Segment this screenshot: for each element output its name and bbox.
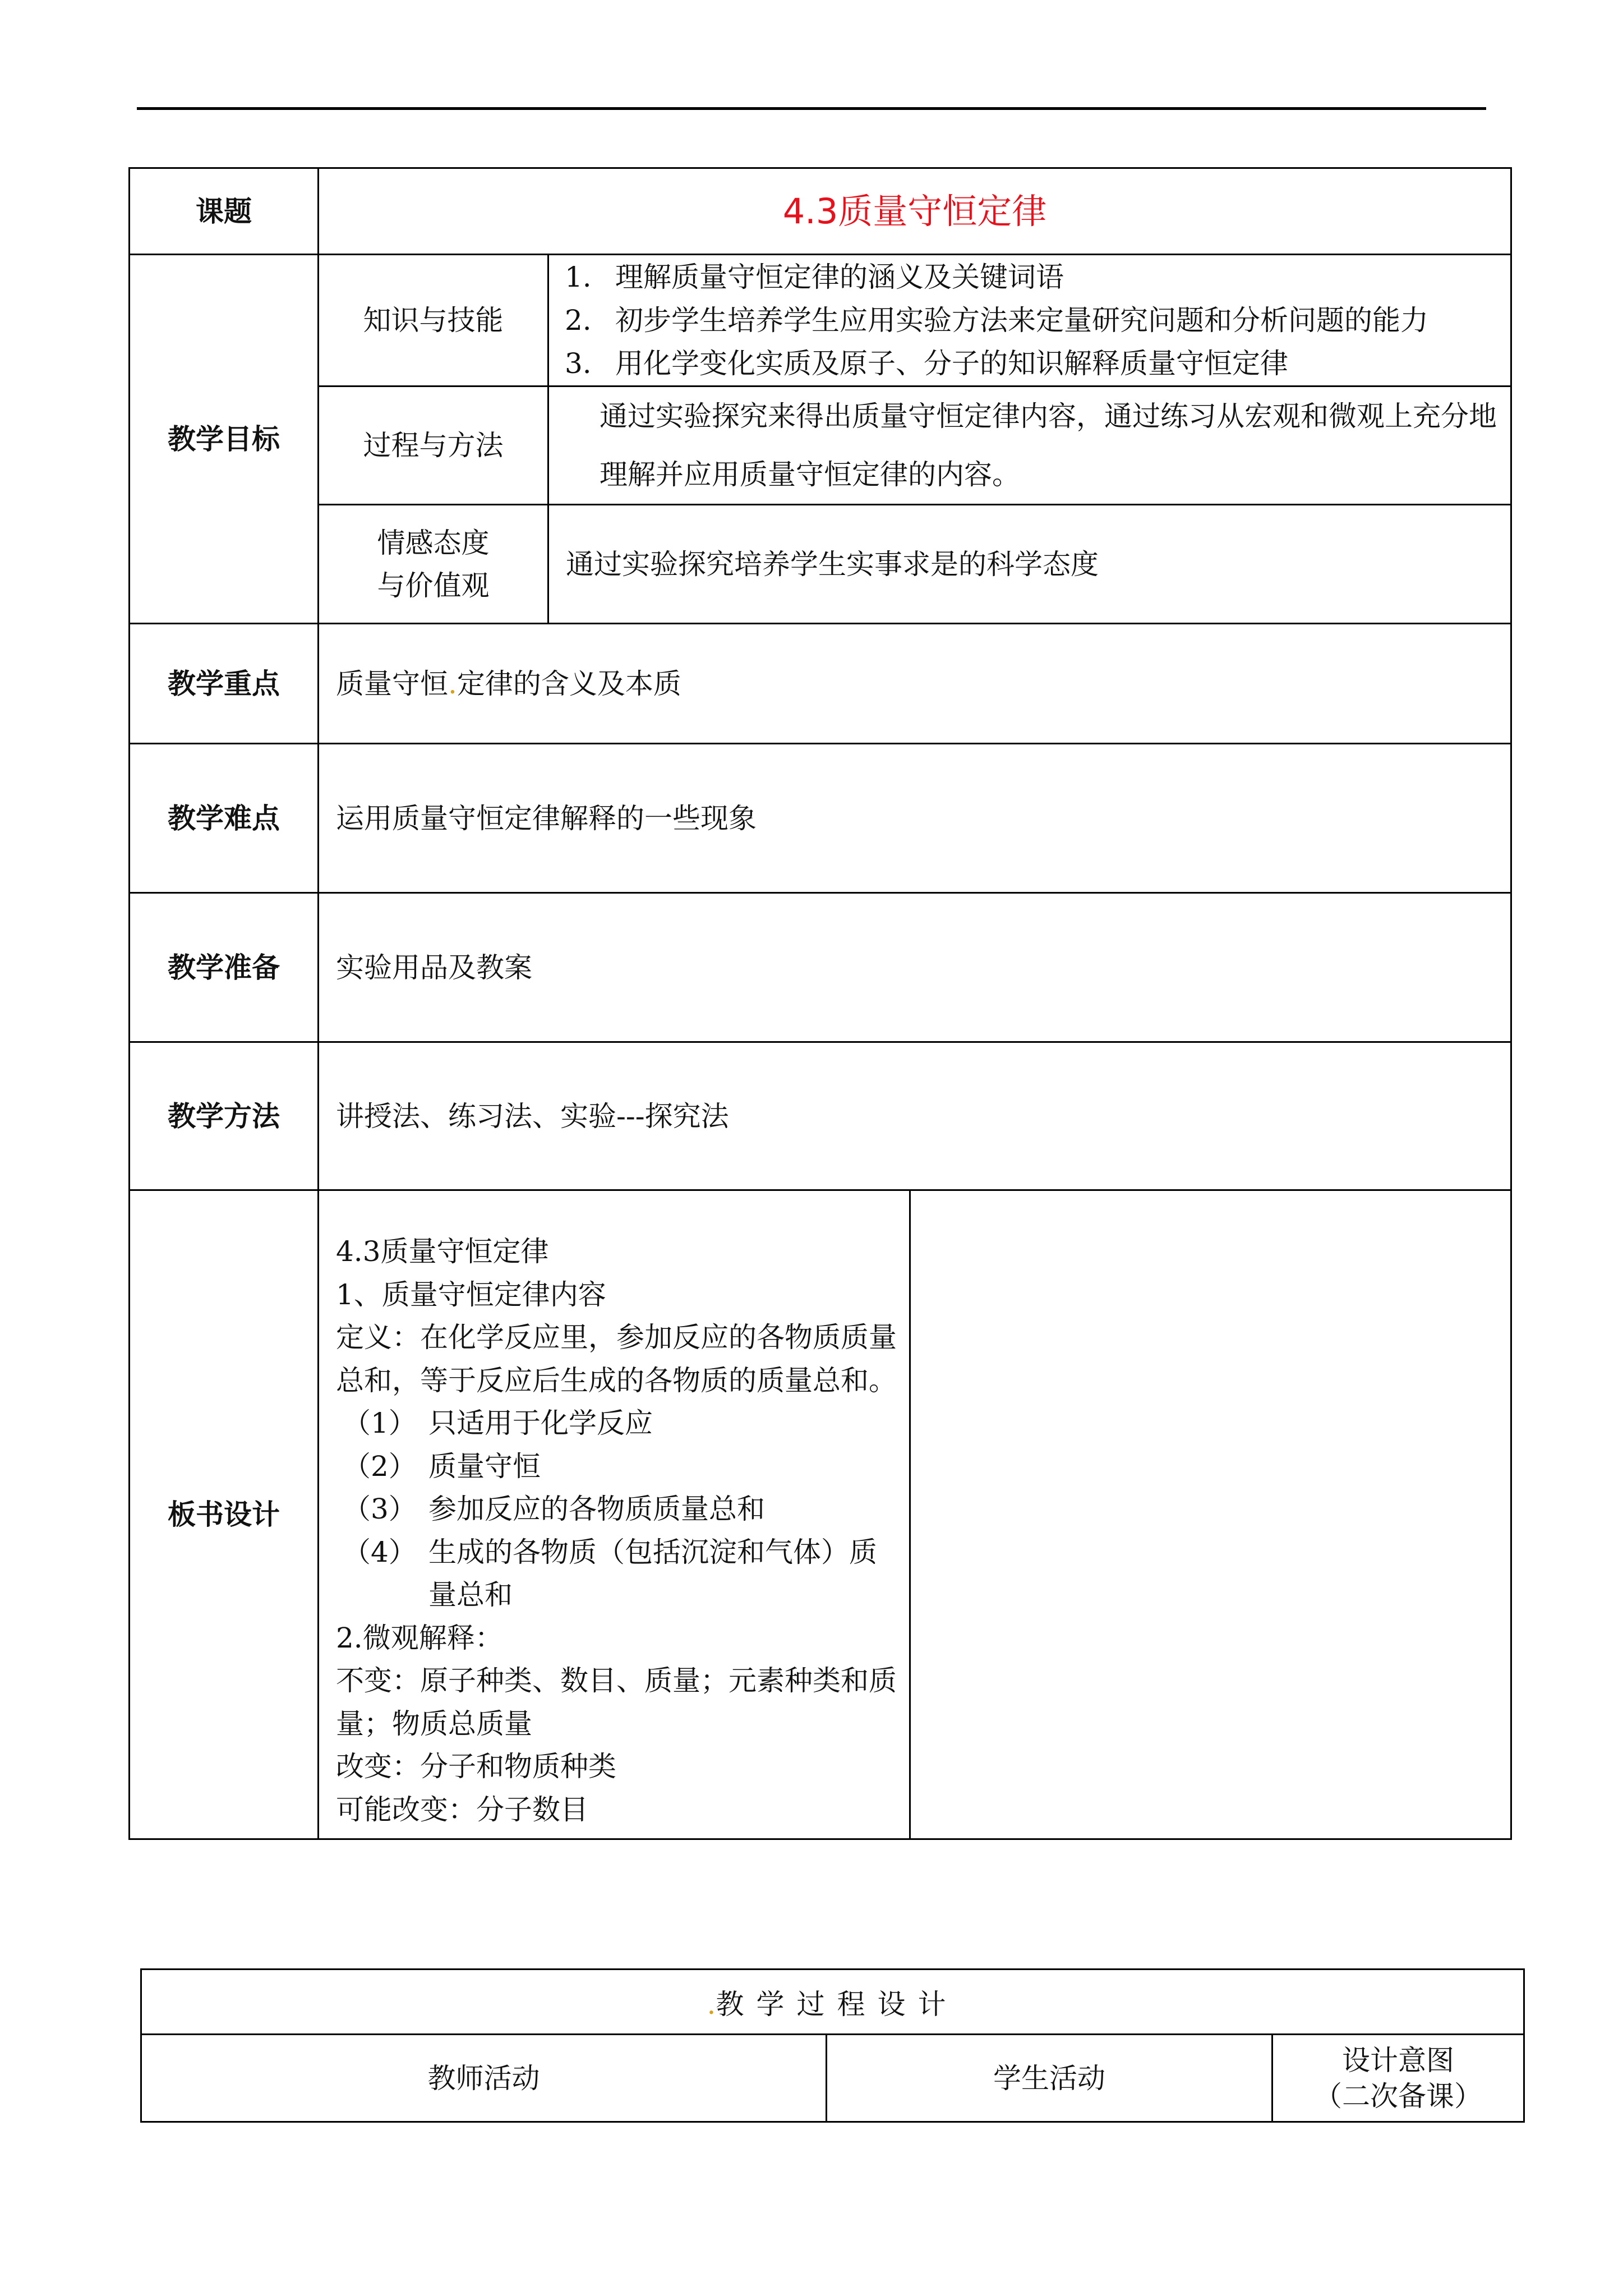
process-title-row <box>141 1970 1524 2035</box>
method-row <box>130 1042 1511 1190</box>
process-columns-row <box>141 2035 1524 2122</box>
goal-item: 2. 初步学生培养学生应用实验方法来定量研究问题和分析问题的能力 <box>565 303 1428 337</box>
teacher-activity-header: 教师活动 <box>141 2035 827 2122</box>
teaching-process-table <box>140 1968 1525 2123</box>
board-changed: 改变：分子和物质种类 <box>336 1750 616 1783</box>
board-may-change: 可能改变：分子数目 <box>336 1793 588 1826</box>
board-section-2: 2.微观解释： <box>336 1621 503 1654</box>
emotion-label: 情感态度 与价值观 <box>319 505 548 624</box>
process-title: .教学过程设计 <box>141 1970 1524 2035</box>
student-activity-header: 学生活动 <box>827 2035 1272 2122</box>
topic-title: 4.3质量守恒定律 <box>319 168 1511 255</box>
knowledge-goals <box>548 255 1511 386</box>
process-text: 通过实验探究来得出质量守恒定律内容，通过练习从宏观和微观上充分地理解并应用质量守恒定律的内容。 <box>548 386 1511 505</box>
board-content <box>319 1190 910 1839</box>
board-section-1: 1、质量守恒定律内容 <box>336 1278 606 1311</box>
board-point: （2） 质量守恒 <box>343 1450 541 1483</box>
knowledge-row <box>130 255 1511 386</box>
board-blank-cell <box>910 1190 1511 1839</box>
board-title: 4.3质量守恒定律 <box>336 1235 549 1268</box>
method-label: 教学方法 <box>130 1042 319 1190</box>
board-definition: 定义：在化学反应里，参加反应的各物质质量总和，等于反应后生成的各物质的质量总和。 <box>336 1321 897 1397</box>
difficulty-row <box>130 744 1511 893</box>
topic-label: 课题 <box>130 168 319 255</box>
goal-item: 1. 理解质量守恒定律的涵义及关键词语 <box>565 260 1064 293</box>
key-point-label: 教学重点 <box>130 624 319 744</box>
key-point-row <box>130 624 1511 744</box>
header-rule <box>137 107 1486 110</box>
objectives-label: 教学目标 <box>130 255 319 624</box>
knowledge-label: 知识与技能 <box>319 255 548 386</box>
preparation-row <box>130 893 1511 1042</box>
key-point-text: 质量守恒.定律的含义及本质 <box>319 624 1511 744</box>
board-unchanged: 不变：原子种类、数目、质量；元素种类和质量；物质总质量 <box>336 1664 897 1740</box>
difficulty-label: 教学难点 <box>130 744 319 893</box>
board-point: （1） 只适用于化学反应 <box>343 1407 653 1439</box>
topic-row <box>130 168 1511 255</box>
lesson-plan-table <box>128 167 1512 1840</box>
design-intent-header: 设计意图 （二次备课） <box>1272 2035 1524 2122</box>
method-text: 讲授法、练习法、实验---探究法 <box>319 1042 1511 1190</box>
board-row <box>130 1190 1511 1839</box>
preparation-label: 教学准备 <box>130 893 319 1042</box>
board-point: （3） 参加反应的各物质质量总和 <box>343 1493 765 1525</box>
process-label: 过程与方法 <box>319 386 548 505</box>
difficulty-text: 运用质量守恒定律解释的一些现象 <box>319 744 1511 893</box>
emotion-row <box>130 505 1511 624</box>
board-point: （4） 生成的各物质（包括沉淀和气体）质量总和 <box>343 1535 877 1611</box>
emotion-text: 通过实验探究培养学生实事求是的科学态度 <box>548 505 1511 624</box>
board-label: 板书设计 <box>130 1190 319 1839</box>
preparation-text: 实验用品及教案 <box>319 893 1511 1042</box>
process-method-row <box>130 386 1511 505</box>
goal-item: 3. 用化学变化实质及原子、分子的知识解释质量守恒定律 <box>565 347 1288 380</box>
